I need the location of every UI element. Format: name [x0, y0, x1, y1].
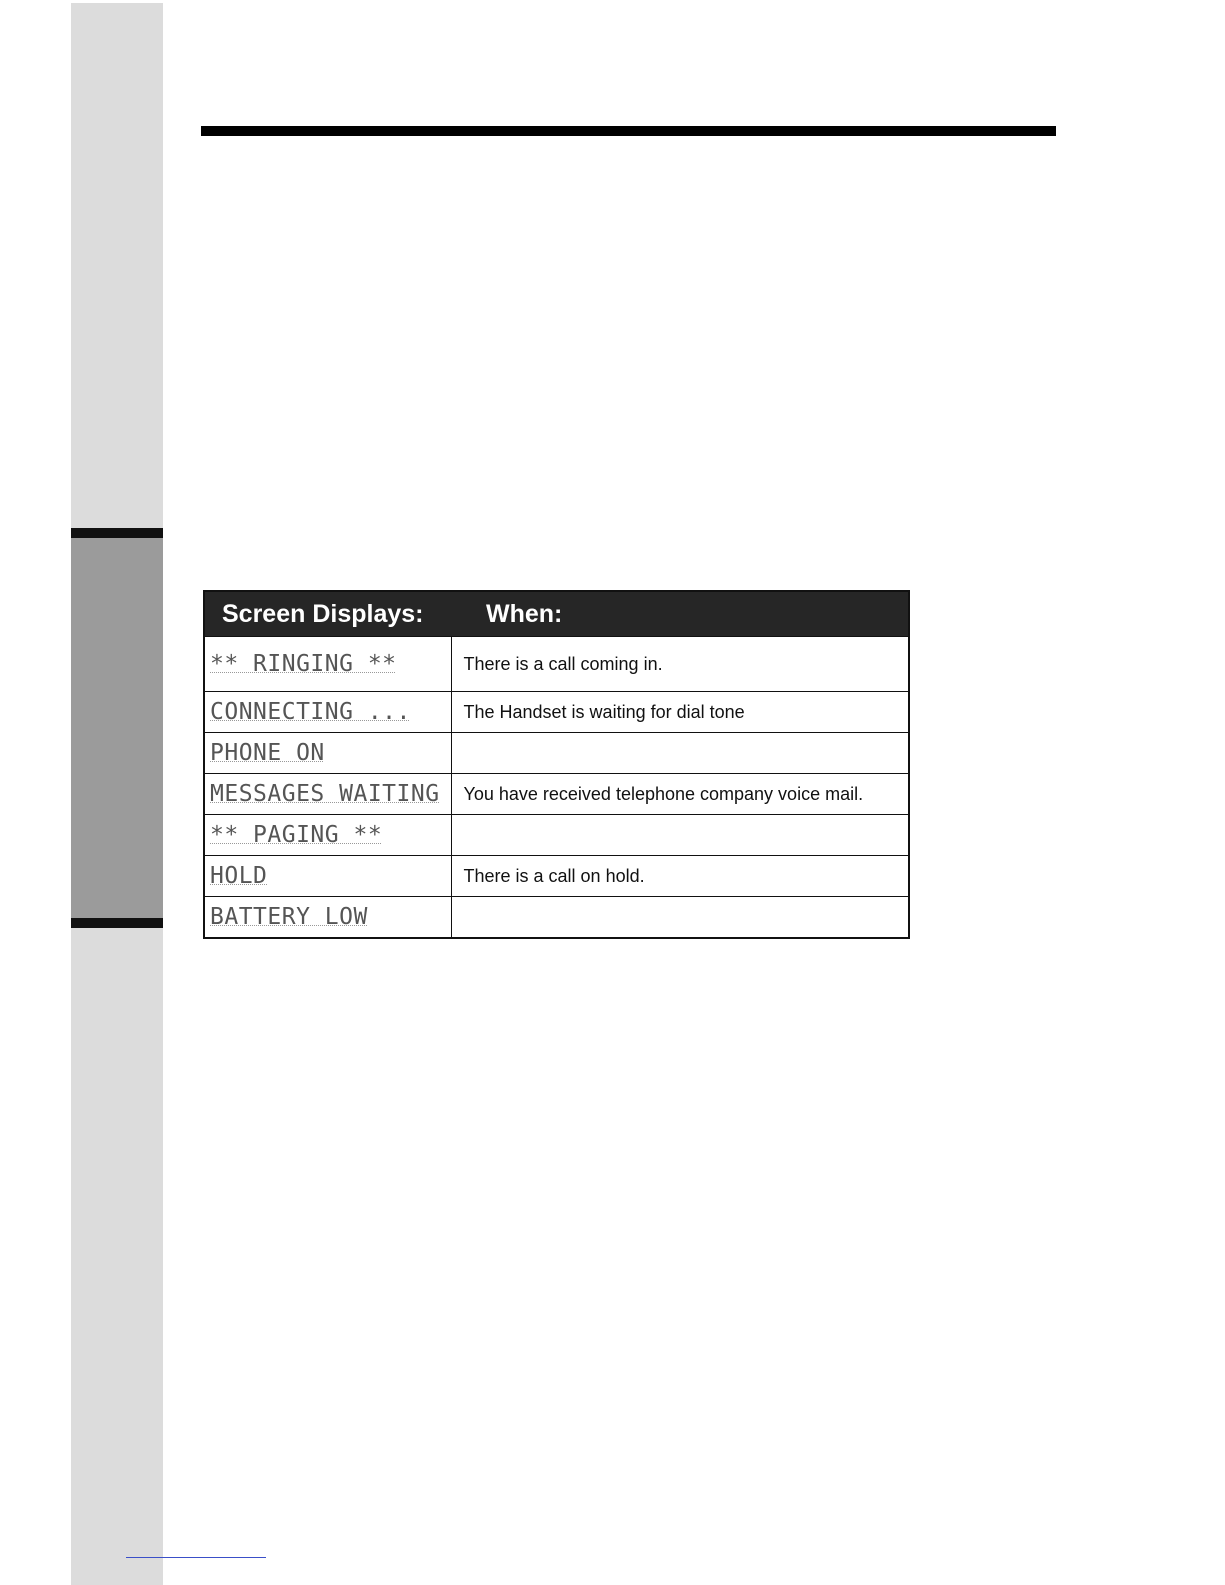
column-header-screen-displays: Screen Displays:	[204, 591, 451, 637]
header-rule	[201, 126, 1056, 136]
when-text	[451, 815, 909, 856]
table-row	[204, 856, 909, 897]
table-header-row	[204, 591, 909, 637]
table-row	[204, 637, 909, 692]
when-text: There is a call on hold.	[451, 856, 909, 897]
table-row	[204, 733, 909, 774]
footer-link-underline[interactable]	[126, 1557, 266, 1558]
screen-display-text: ** RINGING **	[204, 637, 451, 692]
column-header-when: When:	[451, 591, 909, 637]
when-text: You have received telephone company voice mail.	[451, 774, 909, 815]
table-row	[204, 692, 909, 733]
screen-display-text: BATTERY LOW	[204, 897, 451, 939]
screen-display-text: MESSAGES WAITING	[204, 774, 451, 815]
screen-display-table	[203, 590, 910, 939]
section-tab	[71, 528, 163, 928]
screen-display-text: ** PAGING **	[204, 815, 451, 856]
when-text	[451, 733, 909, 774]
table-row	[204, 774, 909, 815]
screen-display-text: CONNECTING ...	[204, 692, 451, 733]
table-row	[204, 897, 909, 939]
when-text	[451, 897, 909, 939]
when-text: There is a call coming in.	[451, 637, 909, 692]
screen-display-text: HOLD	[204, 856, 451, 897]
screen-display-text: PHONE ON	[204, 733, 451, 774]
when-text: The Handset is waiting for dial tone	[451, 692, 909, 733]
table-row	[204, 815, 909, 856]
